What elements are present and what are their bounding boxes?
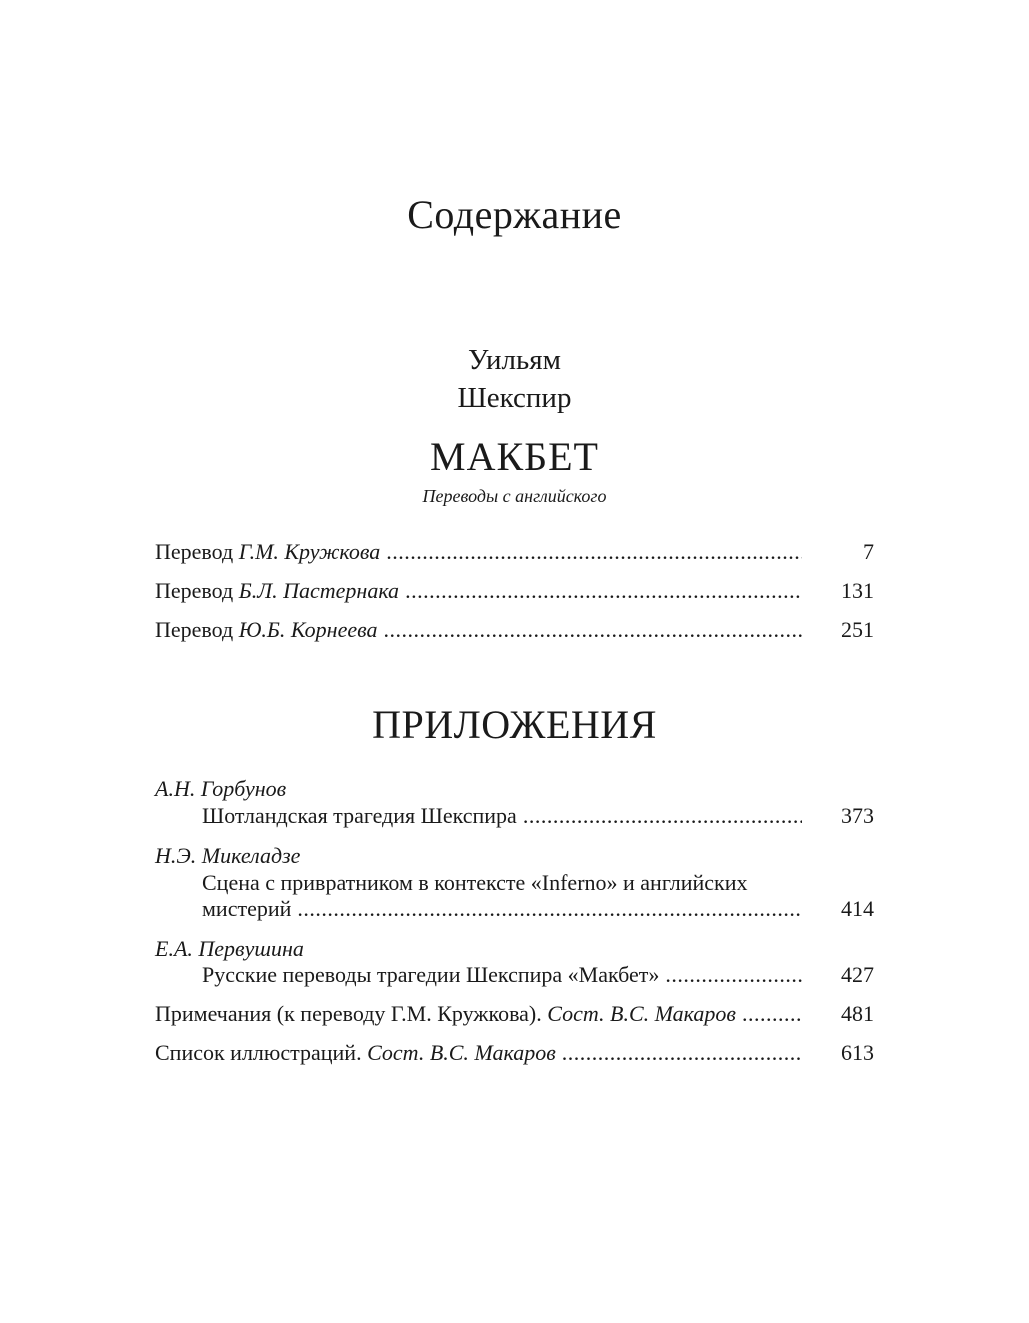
notes-label: Примечания (к переводу Г.М. Кружкова). xyxy=(155,1001,542,1026)
toc-entry-article-2[interactable] xyxy=(202,892,874,926)
page-number: 481 xyxy=(841,1001,874,1026)
article-title-line-2: мистерий xyxy=(202,896,292,921)
work-subtitle: Переводы с английского xyxy=(422,486,607,506)
author-first-name: Уильям xyxy=(468,344,561,376)
toc-entry-translation-3[interactable] xyxy=(155,613,874,647)
page-number: 427 xyxy=(841,962,874,987)
page-title: Содержание xyxy=(407,192,622,237)
illustrations-compiler: Сост. В.С. Макаров xyxy=(367,1040,556,1065)
article-author: Е.А. Первушина xyxy=(155,936,304,961)
appendix-title: ПРИЛОЖЕНИЯ xyxy=(372,702,657,747)
page-number: 613 xyxy=(841,1040,874,1065)
page-number: 7 xyxy=(863,539,874,564)
toc-entry-translation-1[interactable] xyxy=(155,535,874,569)
work-title: МАКБЕТ xyxy=(430,434,599,479)
translation-prefix: Перевод xyxy=(155,617,234,642)
translation-prefix: Перевод xyxy=(155,539,234,564)
toc-entry-article-3[interactable] xyxy=(202,958,874,992)
article-author: Н.Э. Микеладзе xyxy=(155,843,301,868)
translator-name: Г.М. Кружкова xyxy=(238,539,381,564)
toc-entry-article-1[interactable] xyxy=(202,799,874,833)
translator-name: Б.Л. Пастернака xyxy=(238,578,400,603)
article-author: А.Н. Горбунов xyxy=(155,776,287,801)
article-title: Русские переводы трагедии Шекспира «Макбет» xyxy=(202,962,660,987)
toc-entry-illustrations[interactable] xyxy=(155,1036,874,1070)
toc-entry-translation-2[interactable] xyxy=(155,574,874,608)
toc-entry-notes[interactable] xyxy=(155,997,874,1031)
illustrations-label: Список иллюстраций. xyxy=(155,1040,362,1065)
article-title-line-1[interactable]: Сцена с привратником в контексте «Inferno» и английских xyxy=(202,870,748,895)
author-last-name: Шекспир xyxy=(457,382,572,414)
translation-prefix: Перевод xyxy=(155,578,234,603)
notes-compiler: Сост. В.С. Макаров xyxy=(547,1001,736,1026)
page-number: 251 xyxy=(841,617,874,642)
page-number: 414 xyxy=(841,896,874,921)
page-number: 131 xyxy=(841,578,874,603)
article-title: Шотландская трагедия Шекспира xyxy=(202,803,517,828)
page-number: 373 xyxy=(841,803,874,828)
translator-name: Ю.Б. Корнеева xyxy=(238,617,378,642)
